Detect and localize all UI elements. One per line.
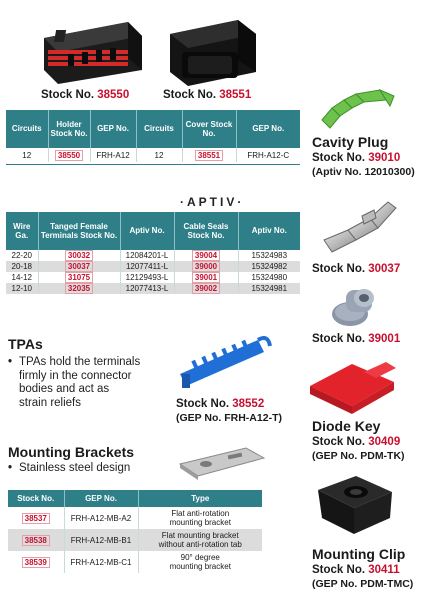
bracket-image [176, 444, 268, 484]
table-row [8, 551, 262, 573]
table-cell: 22-20 [6, 250, 38, 261]
table-cell: 15324982 [238, 261, 300, 272]
table-cell: 12077413-L [120, 283, 174, 294]
tpas-bullet-text: bodies and act as [19, 383, 110, 395]
table-row [8, 529, 262, 551]
mounting-clip-image [312, 470, 398, 542]
table-cell-stock[interactable] [174, 272, 238, 283]
mounting-clip-stock-label [312, 563, 400, 577]
table-cell: 15324980 [251, 273, 288, 282]
type-line: 90° degree [180, 553, 220, 562]
tpas-bullet-text: TPAs hold the terminals [19, 356, 141, 368]
cavity-plug-stock-label [312, 151, 400, 165]
table-cell: 12-10 [6, 283, 38, 294]
aptiv-logo: ·APTIV· [180, 195, 245, 209]
stock-link[interactable]: 38538 [22, 535, 50, 546]
table-cell: 15324981 [238, 283, 300, 294]
stock-number: 30409 [368, 436, 401, 448]
mounting-clip-gep-number: (GEP No. PDM-TMC) [312, 578, 414, 590]
type-line: Flat anti-rotation [171, 509, 230, 518]
table-cell: 12 [6, 148, 48, 162]
tpa-gep-number: (GEP No. FRH-A12-T) [176, 412, 282, 424]
holder-connector-image [38, 8, 146, 86]
stock-link[interactable]: 31075 [65, 272, 93, 283]
tpa-stock-label [176, 397, 264, 411]
table-cell-stock[interactable] [8, 507, 64, 529]
stock-prefix: Stock No. [312, 263, 366, 275]
stock-link[interactable]: 39001 [192, 272, 220, 283]
stock-prefix: Stock No. [176, 398, 230, 410]
holder-stock-label [41, 88, 129, 102]
stock-link[interactable]: 38551 [195, 150, 223, 161]
table-cell-stock[interactable] [38, 272, 120, 283]
table-header: Wire Ga. [6, 212, 38, 250]
diode-key-image [306, 356, 402, 416]
table-cell-stock[interactable] [174, 250, 238, 261]
type-line: mounting bracket [169, 562, 231, 571]
stock-link[interactable]: 39000 [192, 261, 220, 272]
cavity-plug-image [318, 86, 400, 132]
stock-link[interactable]: 38537 [22, 513, 50, 524]
type-line: mounting bracket [169, 518, 231, 527]
cavity-plug-title: Cavity Plug [312, 134, 389, 150]
stock-link[interactable]: 39002 [192, 283, 220, 294]
table-header: Type [138, 490, 262, 507]
table-header: Holder Stock No. [48, 110, 90, 148]
stock-number: 38550 [97, 89, 130, 101]
brackets-bullet [8, 462, 130, 476]
stock-link[interactable]: 30032 [65, 250, 93, 261]
table-header: Cable Seals Stock No. [174, 212, 238, 250]
table-cell-type [138, 551, 262, 573]
table-cell-stock[interactable] [174, 283, 238, 294]
table-cell: 12084201-L [120, 250, 174, 261]
stock-number: 38551 [219, 89, 252, 101]
table-header: Circuits [6, 110, 48, 148]
holder-cover-table [6, 110, 300, 162]
table-header: GEP No. [64, 490, 138, 507]
seal-stock-label [312, 332, 400, 346]
table-cell: 12 [136, 148, 182, 162]
brackets-bullet-text: Stainless steel design [19, 462, 131, 474]
table-cell: 20-18 [6, 261, 38, 272]
table-cell-stock[interactable] [8, 529, 64, 551]
stock-prefix: Stock No. [312, 564, 366, 576]
table-row [6, 283, 300, 294]
table-row [6, 250, 300, 261]
table-row [6, 272, 300, 283]
mounting-brackets-table [8, 490, 262, 573]
table-row [6, 261, 300, 272]
table-header: Aptiv No. [238, 212, 300, 250]
terminal-image [318, 196, 404, 256]
tpas-bullet-text: firmly in the connector [19, 369, 132, 382]
table-cell: 12129493-L [120, 272, 174, 283]
table-cell-stock[interactable] [182, 148, 236, 162]
cavity-plug-aptiv-number: (Aptiv No. 12010300) [312, 166, 415, 178]
stock-number: 30411 [368, 564, 400, 576]
table-cell-stock[interactable] [48, 148, 90, 162]
table-row [8, 507, 262, 529]
diode-key-stock-label [312, 435, 400, 449]
stock-number: 30037 [368, 263, 401, 275]
table-cell: FRH-A12-MB-B1 [64, 529, 138, 551]
tpas-bullet [8, 356, 168, 414]
stock-prefix: Stock No. [163, 89, 217, 101]
table-cell: FRH-A12-MB-A2 [64, 507, 138, 529]
table-header: Cover Stock No. [182, 110, 236, 148]
bullet-dot: • [8, 356, 13, 368]
table-cell-type [138, 507, 262, 529]
diode-key-title: Diode Key [312, 418, 381, 434]
table-cell-stock[interactable] [38, 283, 120, 294]
stock-prefix: Stock No. [312, 152, 366, 164]
table-cell-stock[interactable] [38, 250, 120, 261]
stock-link[interactable]: 38550 [55, 150, 83, 161]
stock-link[interactable]: 32035 [65, 283, 93, 294]
stock-link[interactable]: 30037 [65, 261, 93, 272]
table-cell-type [138, 529, 262, 551]
terminals-seals-table [6, 212, 300, 294]
cover-connector-image [160, 12, 260, 88]
table1-bottom-rule [6, 164, 300, 165]
table-header: GEP No. [90, 110, 136, 148]
table-header: Tanged Female Terminals Stock No. [38, 212, 120, 250]
stock-link[interactable]: 38539 [22, 557, 50, 568]
table-cell: 12077411-L [120, 261, 174, 272]
table-header: Aptiv No. [120, 212, 174, 250]
stock-number: 39001 [368, 333, 401, 345]
tpa-image [176, 330, 276, 392]
cable-seal-image [328, 284, 384, 328]
bullet-dot: • [8, 462, 13, 474]
table-header: Circuits [136, 110, 182, 148]
stock-prefix: Stock No. [312, 436, 366, 448]
tpas-bullet-text: strain reliefs [19, 396, 81, 409]
tpas-title: TPAs [8, 336, 43, 352]
type-line: without anti-rotation tab [158, 540, 242, 549]
table-cell: 15324983 [251, 251, 288, 260]
table-cell-stock[interactable] [38, 261, 120, 272]
diode-key-gep-number: (GEP No. PDM-TK) [312, 450, 405, 462]
stock-prefix: Stock No. [41, 89, 95, 101]
table-cell: FRH-A12-C [247, 150, 290, 160]
stock-number: 38552 [232, 398, 265, 410]
table-header: Stock No. [8, 490, 64, 507]
table-cell: FRH-A12-MB-C1 [64, 551, 138, 573]
table-cell: 14-12 [6, 272, 38, 283]
table-cell-stock[interactable] [174, 261, 238, 272]
table-row [6, 148, 300, 162]
table-cell: FRH-A12 [90, 148, 136, 162]
table-cell-stock[interactable] [8, 551, 64, 573]
stock-link[interactable]: 39004 [192, 250, 220, 261]
type-line: Flat mounting bracket [161, 531, 239, 540]
mounting-clip-title: Mounting Clip [312, 546, 406, 562]
terminal-stock-label [312, 262, 400, 276]
stock-number: 39010 [368, 152, 401, 164]
table-header: GEP No. [236, 110, 300, 148]
cover-stock-label [163, 88, 251, 102]
stock-prefix: Stock No. [312, 333, 366, 345]
mounting-brackets-title: Mounting Brackets [8, 444, 135, 460]
